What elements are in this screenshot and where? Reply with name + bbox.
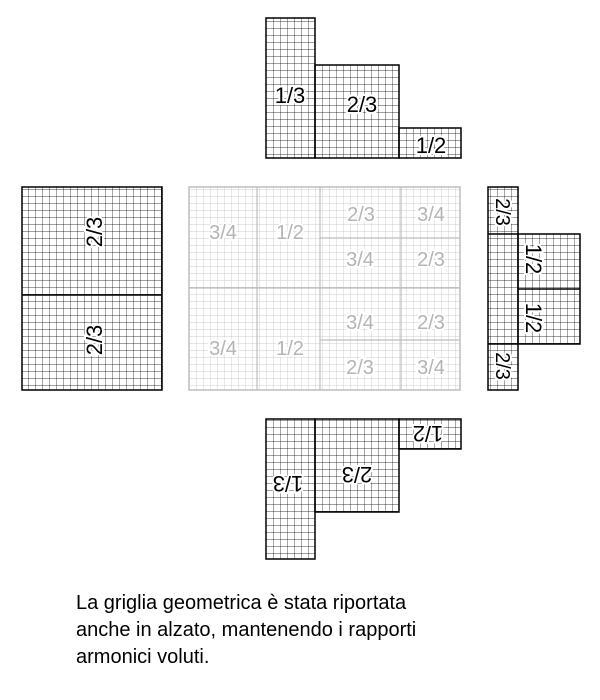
top-label-1: 1/3 [274, 83, 306, 108]
top-label-3: 1/2 [415, 133, 447, 158]
left-grid-group [22, 187, 162, 390]
center-label-2: 1/2 [276, 222, 304, 244]
caption-line-1: La griglia geometrica è stata riportata [76, 592, 407, 614]
center-label-1: 3/4 [209, 222, 237, 244]
right-label-3: 1/2 [521, 302, 546, 334]
center-label-10: 2/3 [417, 312, 445, 334]
bottom-label-2: 2/3 [341, 462, 373, 487]
center-label-12: 3/4 [417, 357, 445, 379]
center-label-4: 3/4 [417, 204, 445, 226]
center-label-6: 2/3 [417, 249, 445, 271]
center-label-3: 2/3 [347, 204, 375, 226]
caption-line-3: armonici voluti. [76, 646, 210, 668]
left-label-2: 2/3 [82, 324, 107, 356]
center-label-11: 2/3 [346, 357, 374, 379]
top-grid-group [266, 18, 461, 158]
center-grid-group [189, 187, 460, 390]
center-label-8: 1/2 [276, 338, 304, 360]
left-label-1: 2/3 [82, 216, 107, 248]
caption-text [76, 590, 576, 671]
bottom-label-3: 1/3 [272, 471, 304, 496]
top-label-2: 2/3 [346, 92, 378, 117]
bottom-label-1: 1/2 [412, 421, 444, 446]
right-grid-group [488, 187, 580, 390]
center-label-7: 3/4 [209, 338, 237, 360]
center-label-9: 3/4 [346, 312, 374, 334]
bottom-grid-group [266, 419, 461, 559]
center-label-5: 3/4 [346, 249, 374, 271]
caption-line-2: anche in alzato, mantenendo i rapporti [76, 619, 417, 641]
right-label-2: 1/2 [521, 243, 546, 275]
right-label-1: 2/3 [491, 198, 513, 226]
right-label-4: 2/3 [491, 352, 513, 380]
